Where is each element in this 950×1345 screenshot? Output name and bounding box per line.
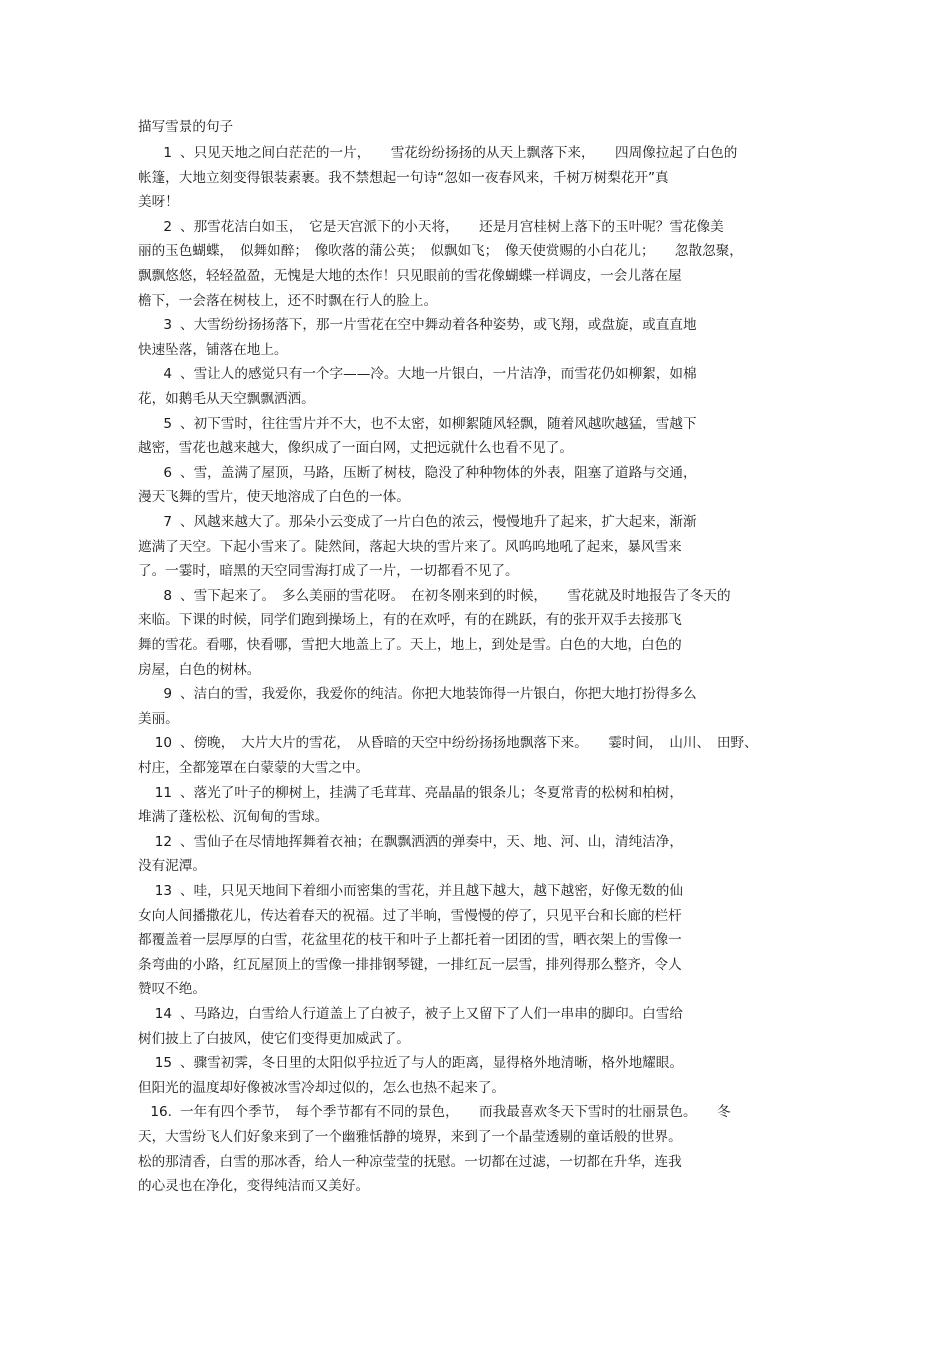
numbered-sentence-line [150, 735, 758, 752]
sentence-text: 一年有四个季节， 每个季节都有不同的景色， 而我最喜欢冬天下雪时的壮丽景色。 冬 [180, 1104, 731, 1121]
numbered-sentence-line [150, 219, 724, 236]
sentence-text: 漫天飞舞的雪片，使天地溶成了白色的一体。 [138, 489, 410, 506]
sentence-text: 堆满了蓬松松、沉甸甸的雪球。 [138, 809, 329, 826]
sentence-continuation-line [138, 1031, 410, 1048]
sentence-continuation-line [138, 539, 682, 556]
numbered-sentence-line [150, 588, 731, 605]
sentence-text: 、初下雪时，往往雪片并不大，也不太密，如柳絮随风轻飘，随着风越吹越猛，雪越下 [180, 415, 697, 432]
sentence-text: 、马路边，白雪给人行道盖上了白被子，被子上又留下了人们一串串的脚印。白雪给 [180, 1006, 683, 1022]
sentence-continuation-line [138, 342, 288, 359]
numbered-sentence-line [150, 686, 697, 703]
sentence-continuation-line [138, 293, 437, 310]
sentence-number: 3 [163, 317, 172, 334]
sentence-text: 天，大雪纷飞人们好象来到了一个幽雅恬静的境界，来到了一个晶莹透剔的童话般的世界。 [138, 1129, 682, 1145]
sentence-continuation-line [138, 1129, 682, 1146]
sentence-continuation-line [138, 711, 179, 728]
sentence-text: 越密，雪花也越来越大，像织成了一面白网，丈把远就什么也看不见了。 [138, 440, 573, 457]
sentence-number: 11 [154, 784, 172, 801]
sentence-text: 、哇，只见天地间下着细小而密集的雪花，并且越下越大，越下越密，好像无数的仙 [180, 883, 683, 899]
numbered-sentence-line [150, 366, 697, 383]
sentence-number: 2 [163, 218, 172, 235]
sentence-number: 4 [163, 366, 172, 383]
sentence-number: 8 [163, 587, 172, 604]
numbered-sentence-line [150, 465, 697, 482]
sentence-text: 、落光了叶子的柳树上，挂满了毛茸茸、亮晶晶的银条儿；冬夏常青的松树和柏树， [180, 784, 683, 801]
sentence-text: 松的那清香，白雪的那冰香，给人一种凉莹莹的抚慰。一切都在过滤，一切都在升华，连我 [138, 1153, 682, 1170]
sentence-number: 10 [154, 735, 172, 752]
numbered-sentence-line [150, 1006, 683, 1023]
sentence-continuation-line [138, 760, 369, 777]
sentence-continuation-line [138, 612, 682, 629]
numbered-sentence-line [150, 145, 737, 162]
sentence-text: 没有泥潭。 [138, 858, 206, 875]
sentence-number: 1 [163, 145, 172, 161]
sentence-text: 、雪让人的感觉只有一个字——冷。大地一片银白，一片洁净，而雪花仍如柳絮，如棉 [180, 366, 697, 383]
sentence-number: 15 [154, 1055, 172, 1072]
sentence-text: 树们披上了白披风，使它们变得更加威武了。 [138, 1030, 410, 1047]
sentence-text: 美呀！ [138, 194, 179, 211]
sentence-continuation-line [138, 809, 328, 826]
sentence-text: 、大雪纷纷扬扬落下，那一片雪花在空中舞动着各种姿势，或飞翔，或盘旋，或直直地 [180, 317, 697, 334]
sentence-continuation-line [138, 858, 206, 875]
sentence-text: 美丽。 [138, 710, 179, 727]
sentence-text: 舞的雪花。看哪，快看哪，雪把大地盖上了。天上，地上，到处是雪。白色的大地，白色的 [138, 637, 682, 653]
sentence-text: 、傍晚， 大片大片的雪花， 从昏暗的天空中纷纷扬扬地飘落下来。 霎时间， 山川、 田野、 [180, 735, 758, 752]
sentence-continuation-line [138, 194, 179, 211]
sentence-text: 、雪，盖满了屋顶，马路，压断了树枝，隐没了种种物体的外表，阻塞了道路与交通， [180, 464, 697, 481]
sentence-continuation-line [138, 1178, 369, 1195]
sentence-text: 快速坠落，铺落在地上。 [138, 341, 288, 358]
sentence-text: 来临。下课的时候，同学们跑到操场上，有的在欢呼，有的在跳跃，有的张开双手去接那飞 [138, 612, 682, 629]
sentence-number: 12 [154, 833, 172, 850]
sentence-text: 遮满了天空。下起小雪来了。陡然间，落起大块的雪片来了。风呜呜地吼了起来，暴风雪来 [138, 538, 682, 555]
sentence-text: 花，如鹅毛从天空飘飘洒洒。 [138, 391, 315, 407]
sentence-text: 女向人间播撒花儿，传达着春天的祝福。过了半晌，雪慢慢的停了，只见平台和长廊的栏杆 [138, 907, 682, 924]
sentence-text: 、风越来越大了。那朵小云变成了一片白色的浓云，慢慢地升了起来，扩大起来，渐渐 [180, 514, 697, 530]
sentence-continuation-line [138, 391, 315, 408]
numbered-sentence-line [150, 834, 683, 851]
sentence-number: 13 [154, 883, 172, 899]
sentence-text: 檐下，一会落在树枝上，还不时飘在行人的脸上。 [138, 292, 438, 309]
sentence-continuation-line [138, 440, 573, 457]
numbered-sentence-line [150, 416, 697, 433]
sentence-continuation-line [138, 981, 206, 998]
sentence-text: 、雪下起来了。 多么美丽的雪花呀。 在初冬刚来到的时候， 雪花就及时地报告了冬天的 [180, 587, 731, 604]
numbered-sentence-line [150, 1055, 683, 1072]
sentence-text: 、只见天地之间白茫茫的一片， 雪花纷纷扬扬的从天上飘落下来， 四周像拉起了白色的 [180, 145, 738, 161]
sentence-text: 、洁白的雪，我爱你，我爱你的纯洁。你把大地装饰得一片银白，你把大地打扮得多么 [180, 686, 697, 703]
sentence-number: 5 [163, 415, 172, 432]
sentence-text: 的心灵也在净化，变得纯洁而又美好。 [138, 1178, 370, 1195]
numbered-sentence-line [150, 785, 683, 802]
sentence-text: 房屋，白色的树林。 [138, 661, 261, 678]
sentence-text: 帐篷，大地立刻变得银装素裹。我不禁想起一句诗“忽如一夜春风来，千树万树梨花开”真 [138, 169, 669, 186]
numbered-sentence-line [150, 317, 697, 334]
sentence-continuation-line [138, 957, 682, 974]
sentence-continuation-line [138, 268, 682, 285]
sentence-text: 条弯曲的小路，红瓦屋顶上的雪像一排排钢琴键，一排红瓦一层雪，排列得那么整齐，令人 [138, 956, 682, 973]
sentence-continuation-line [138, 170, 669, 187]
sentence-text: 但阳光的温度却好像被冰雪冷却过似的，怎么也热不起来了。 [138, 1079, 506, 1096]
sentence-continuation-line [138, 1154, 682, 1171]
sentence-number: 9 [163, 686, 172, 703]
sentence-text: 赞叹不绝。 [138, 981, 206, 998]
sentence-text: 、骤雪初霁，冬日里的太阳似乎拉近了与人的距离，显得格外地清晰，格外地耀眼。 [180, 1055, 683, 1072]
sentence-continuation-line [138, 932, 682, 949]
sentence-text: 村庄，全都笼罩在白蒙蒙的大雪之中。 [138, 760, 370, 776]
sentence-number: 14 [154, 1006, 172, 1022]
numbered-sentence-line [150, 514, 697, 531]
sentence-continuation-line [138, 637, 682, 654]
sentence-number: 7 [163, 514, 172, 530]
sentence-text: 丽的玉色蝴蝶， 似舞如醉； 像吹落的蒲公英； 似飘如飞； 像天使赏赐的小白花儿； 忽散忽聚， [138, 243, 743, 260]
sentence-continuation-line [138, 489, 410, 506]
sentence-text: 了。一霎时，暗黑的天空同雪海打成了一片，一切都看不见了。 [138, 563, 519, 580]
sentence-continuation-line [138, 908, 682, 925]
numbered-sentence-line [150, 1104, 731, 1121]
sentence-text: 飘飘悠悠，轻轻盈盈，无愧是大地的杰作！只见眼前的雪花像蝴蝶一样调皮，一会儿落在屋 [138, 268, 682, 284]
sentence-continuation-line [138, 1080, 505, 1097]
sentence-text: 、雪仙子在尽情地挥舞着衣袖；在飘飘洒洒的弹奏中，天、地、河、山，清纯洁净， [180, 833, 683, 850]
sentence-continuation-line [138, 662, 260, 679]
sentence-continuation-line [138, 243, 743, 260]
sentence-continuation-line [138, 563, 519, 580]
sentence-number: 16. [150, 1104, 172, 1121]
document-title: 描写雪景的句子 [138, 119, 234, 135]
numbered-sentence-line [150, 883, 683, 900]
sentence-number: 6 [163, 464, 172, 481]
sentence-text: 、那雪花洁白如玉， 它是天宫派下的小天将， 还是月宫桂树上落下的玉叶呢？雪花像美 [180, 218, 724, 235]
sentence-text: 都覆盖着一层厚厚的白雪，花盆里花的枝干和叶子上都托着一团团的雪，晒衣架上的雪像一 [138, 932, 682, 949]
